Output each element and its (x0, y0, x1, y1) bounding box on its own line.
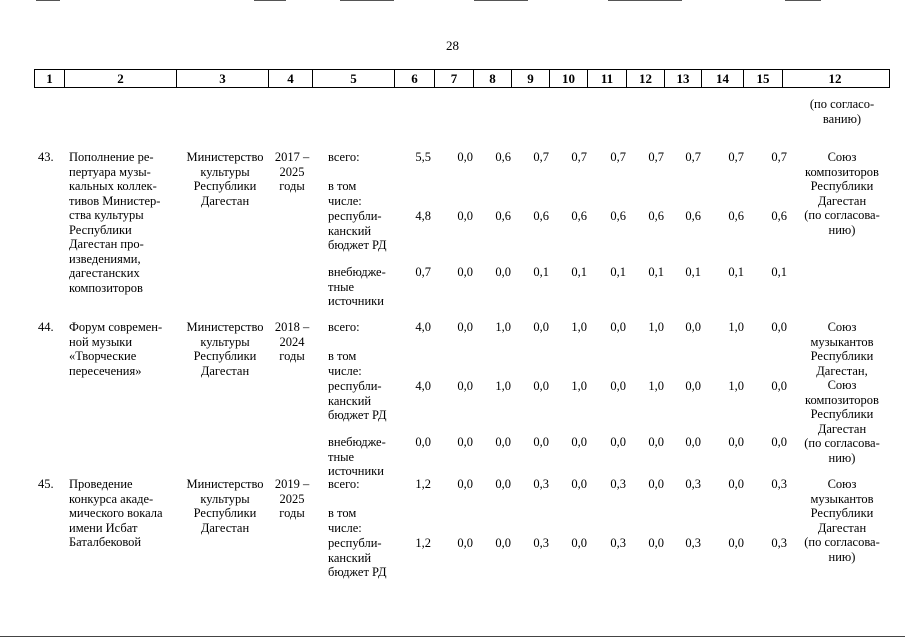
row-number: 43. (38, 150, 54, 164)
funding-source-label: республи- канский бюджет РД (328, 379, 387, 422)
period: 2018 – 2024 годы (274, 320, 310, 363)
executor: Министерство культуры Республики Дагестан (186, 477, 264, 535)
row-number: 45. (38, 477, 54, 491)
funding-value: 0,0 (571, 477, 587, 491)
header-cell-8: 8 (474, 70, 512, 87)
funding-value: 0,0 (610, 320, 626, 334)
funding-value: 0,0 (457, 150, 473, 164)
funding-value: 0,0 (495, 477, 511, 491)
header-cell-5: 5 (313, 70, 395, 87)
funding-value: 0,0 (685, 320, 701, 334)
header-cell-15: 15 (744, 70, 783, 87)
funding-value: 0,0 (495, 435, 511, 449)
funding-value: 0,0 (495, 536, 511, 550)
funding-value: 0,7 (728, 150, 744, 164)
funding-value: 0,6 (495, 209, 511, 223)
funding-value: 0,3 (771, 536, 787, 550)
period: 2019 – 2025 годы (274, 477, 310, 520)
measure-name: Форум современ- ной музыки «Творческие пересечения» (69, 320, 163, 378)
header-cell-6: 6 (395, 70, 435, 87)
row-number: 44. (38, 320, 54, 334)
funding-value: 0,3 (610, 477, 626, 491)
funding-value: 0,1 (648, 265, 664, 279)
header-cell-11: 11 (588, 70, 627, 87)
header-cell-1: 1 (35, 70, 65, 87)
funding-value: 0,0 (571, 435, 587, 449)
funding-value: 1,0 (571, 379, 587, 393)
funding-value: 0,1 (685, 265, 701, 279)
funding-value: 0,0 (685, 435, 701, 449)
funding-value: 0,0 (457, 477, 473, 491)
funding-value: 0,7 (771, 150, 787, 164)
period: 2017 – 2025 годы (274, 150, 310, 193)
co-executor: Союз музыкантов Республики Дагестан, Союз композиторов Республики Дагестан (по согласова- нию) (804, 320, 880, 465)
funding-value: 0,0 (457, 320, 473, 334)
funding-value: 1,0 (728, 379, 744, 393)
funding-value: 0,6 (571, 209, 587, 223)
funding-value: 0,0 (571, 536, 587, 550)
header-cell-3: 3 (177, 70, 269, 87)
funding-value: 0,0 (728, 435, 744, 449)
funding-value: 0,0 (771, 320, 787, 334)
funding-value: 0,0 (457, 209, 473, 223)
header-cell-12: 12 (627, 70, 665, 87)
funding-value: 0,7 (685, 150, 701, 164)
funding-value: 0,7 (415, 265, 431, 279)
funding-value: 0,1 (571, 265, 587, 279)
funding-value: 0,0 (457, 435, 473, 449)
funding-value: 0,6 (685, 209, 701, 223)
header-cell-10: 10 (550, 70, 588, 87)
funding-value: 1,0 (648, 379, 664, 393)
funding-source-label: внебюдже- тные источники (328, 435, 386, 478)
table-header (34, 69, 890, 88)
funding-value: 0,0 (533, 379, 549, 393)
executor: Министерство культуры Республики Дагестан (186, 320, 264, 378)
funding-value: 0,7 (571, 150, 587, 164)
funding-value: 0,1 (610, 265, 626, 279)
funding-value: 1,0 (648, 320, 664, 334)
funding-value: 0,3 (685, 477, 701, 491)
funding-value: 0,3 (610, 536, 626, 550)
funding-value: 0,0 (610, 435, 626, 449)
funding-value: 4,0 (415, 320, 431, 334)
funding-value: 0,0 (533, 320, 549, 334)
funding-source-label: республи- канский бюджет РД (328, 209, 387, 252)
funding-value: 0,1 (533, 265, 549, 279)
co-executor: Союз музыкантов Республики Дагестан (по согласова- нию) (804, 477, 880, 564)
header-cell-7: 7 (435, 70, 474, 87)
funding-source-label: всего: в том числе: (328, 150, 362, 208)
funding-value: 0,6 (771, 209, 787, 223)
funding-value: 0,0 (728, 536, 744, 550)
funding-value: 0,0 (610, 379, 626, 393)
funding-value: 0,3 (533, 477, 549, 491)
header-cell-9: 9 (512, 70, 550, 87)
funding-value: 1,0 (495, 379, 511, 393)
page-number: 28 (446, 38, 459, 53)
funding-value: 0,0 (415, 435, 431, 449)
funding-value: 0,1 (771, 265, 787, 279)
funding-value: 0,6 (533, 209, 549, 223)
funding-value: 1,0 (728, 320, 744, 334)
funding-value: 1,2 (415, 477, 431, 491)
funding-value: 0,7 (533, 150, 549, 164)
funding-value: 1,0 (495, 320, 511, 334)
header-cell-14: 14 (702, 70, 744, 87)
header-cell-13: 13 (665, 70, 702, 87)
funding-value: 0,3 (771, 477, 787, 491)
funding-value: 1,0 (571, 320, 587, 334)
funding-source-label: внебюдже- тные источники (328, 265, 386, 308)
funding-value: 4,8 (415, 209, 431, 223)
funding-value: 0,0 (728, 477, 744, 491)
funding-value: 0,3 (685, 536, 701, 550)
funding-value: 0,6 (610, 209, 626, 223)
funding-value: 0,7 (610, 150, 626, 164)
funding-value: 0,7 (648, 150, 664, 164)
funding-value: 0,6 (728, 209, 744, 223)
funding-value: 0,0 (457, 379, 473, 393)
funding-value: 1,2 (415, 536, 431, 550)
executor: Министерство культуры Республики Дагестан (186, 150, 264, 208)
funding-value: 4,0 (415, 379, 431, 393)
header-cell-2: 2 (65, 70, 177, 87)
header-cell-16: 12 (828, 70, 842, 86)
funding-value: 0,0 (771, 379, 787, 393)
funding-source-label: республи- канский бюджет РД (328, 536, 387, 579)
measure-name: Проведение конкурса акаде- мического вокала имени Исбат Баталбековой (69, 477, 163, 549)
funding-value: 0,0 (771, 435, 787, 449)
funding-value: 0,0 (457, 536, 473, 550)
funding-value: 0,0 (457, 265, 473, 279)
funding-value: 0,0 (533, 435, 549, 449)
co-executor: Союз композиторов Республики Дагестан (по согласова- нию) (804, 150, 880, 237)
measure-name: Пополнение ре- пертуара музы- кальных коллек- тивов Министер- ства культуры Республики Дагестан про- изведениями, дагестанских композиторов (69, 150, 161, 295)
funding-value: 0,3 (533, 536, 549, 550)
funding-source-label: всего: в том числе: (328, 320, 362, 378)
funding-value: 0,0 (648, 435, 664, 449)
funding-source-label: всего: в том числе: (328, 477, 362, 535)
funding-value: 5,5 (415, 150, 431, 164)
carry-over-note: (по согласо- ванию) (809, 97, 875, 126)
funding-value: 0,0 (685, 379, 701, 393)
funding-value: 0,1 (728, 265, 744, 279)
funding-value: 0,0 (648, 536, 664, 550)
funding-value: 0,6 (495, 150, 511, 164)
funding-value: 0,6 (648, 209, 664, 223)
header-cell-4: 4 (269, 70, 313, 87)
funding-value: 0,0 (495, 265, 511, 279)
funding-value: 0,0 (648, 477, 664, 491)
